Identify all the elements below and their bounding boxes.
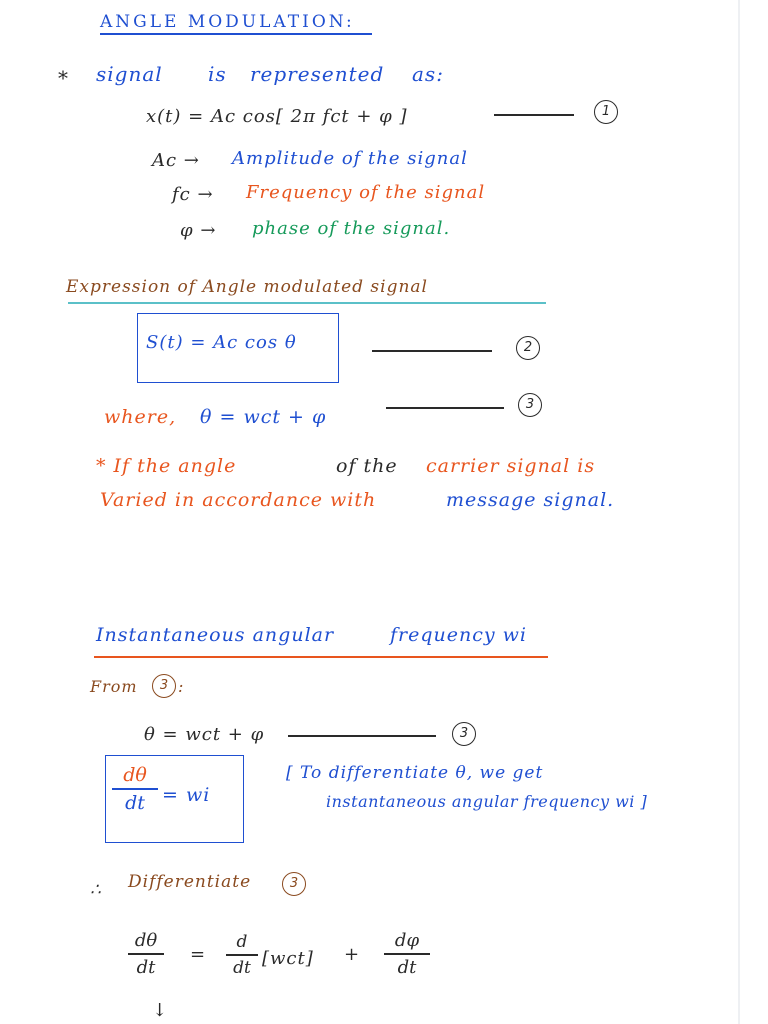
therefore-symbol: ∴: [90, 880, 102, 900]
def-meaning-fc: Frequency of the signal: [246, 182, 486, 203]
final-mid-bracket: [wct]: [262, 948, 314, 969]
equation-1-leader: [494, 114, 574, 116]
final-rhs-numerator: dφ: [394, 930, 420, 951]
therefore-ref-number: 3: [282, 872, 306, 896]
from-colon: :: [178, 677, 185, 696]
equation-2-number: 2: [516, 336, 540, 360]
equation-2: S(t) = Ac cos θ: [146, 332, 297, 353]
note-line1-c: carrier signal is: [426, 455, 596, 477]
intro-word-represented: represented: [250, 62, 385, 86]
final-equals: =: [190, 944, 207, 965]
heading-underline: [100, 33, 372, 35]
derivative-numerator: dθ: [123, 764, 147, 786]
final-lhs-denominator: dt: [136, 956, 156, 978]
def-meaning-phi: phase of the signal.: [252, 218, 451, 239]
expression-heading: Expression of Angle modulated signal: [66, 277, 428, 297]
final-lhs-fraction: [128, 930, 164, 978]
final-plus: +: [344, 944, 361, 965]
inst-heading-part1: Instantaneous angular: [96, 624, 335, 646]
page-heading: ANGLE MODULATION:: [100, 12, 355, 32]
note-line2-b: message signal.: [446, 489, 615, 511]
def-symbol-fc: fc →: [172, 184, 214, 205]
derivative-fraction-bar: [112, 788, 158, 790]
note-line2-a: Varied in accordance with: [100, 489, 377, 511]
final-lhs-bar: [128, 953, 164, 955]
intro-word-signal: signal: [96, 62, 163, 86]
inst-heading-part2: frequency wi: [390, 624, 527, 646]
note-line1-a: * If the angle: [96, 455, 237, 477]
bullet-star: *: [58, 66, 69, 90]
final-rhs-denominator: dt: [397, 956, 417, 978]
equation-3-repeat-leader: [288, 735, 436, 737]
bracket-note-line2: instantaneous angular frequency wi ]: [326, 792, 648, 811]
equation-3-repeat: θ = wct + φ: [144, 724, 265, 745]
margin-line: [738, 0, 740, 1024]
final-rhs-bar: [384, 953, 430, 955]
bracket-note-line1: [ To differentiate θ, we get: [286, 763, 544, 783]
intro-word-as: as:: [412, 62, 444, 86]
expression-heading-underline: [68, 302, 546, 304]
where-label: where,: [104, 406, 177, 428]
equation-3: θ = wct + φ: [200, 406, 327, 428]
final-lhs-numerator: dθ: [134, 930, 158, 951]
from-label: From: [90, 677, 138, 696]
therefore-text: Differentiate: [128, 872, 252, 892]
def-symbol-ac: Ac →: [152, 150, 200, 171]
def-symbol-phi: φ →: [180, 220, 217, 241]
from-ref-number: 3: [152, 674, 176, 698]
derivative-rhs: = wi: [162, 784, 211, 806]
equation-3-repeat-number: 3: [452, 722, 476, 746]
derivative-fraction: [112, 764, 158, 814]
final-rhs-fraction: [384, 930, 430, 978]
inst-heading-underline: [94, 656, 548, 658]
equation-2-leader: [372, 350, 492, 352]
intro-word-is: is: [208, 62, 227, 86]
down-arrow: ↓: [152, 1000, 169, 1021]
def-meaning-ac: Amplitude of the signal: [232, 148, 468, 169]
equation-1: x(t) = Ac cos[ 2π fct + φ ]: [146, 106, 408, 127]
final-mid-bar: [226, 954, 258, 956]
equation-1-number: 1: [594, 100, 618, 124]
final-mid-numerator: d: [236, 932, 248, 952]
final-mid-denominator: dt: [233, 957, 251, 978]
equation-3-number: 3: [518, 393, 542, 417]
note-line1-b: of the: [336, 455, 398, 477]
derivative-denominator: dt: [125, 791, 145, 814]
equation-3-leader: [386, 407, 504, 409]
final-mid-fraction: [226, 932, 258, 978]
